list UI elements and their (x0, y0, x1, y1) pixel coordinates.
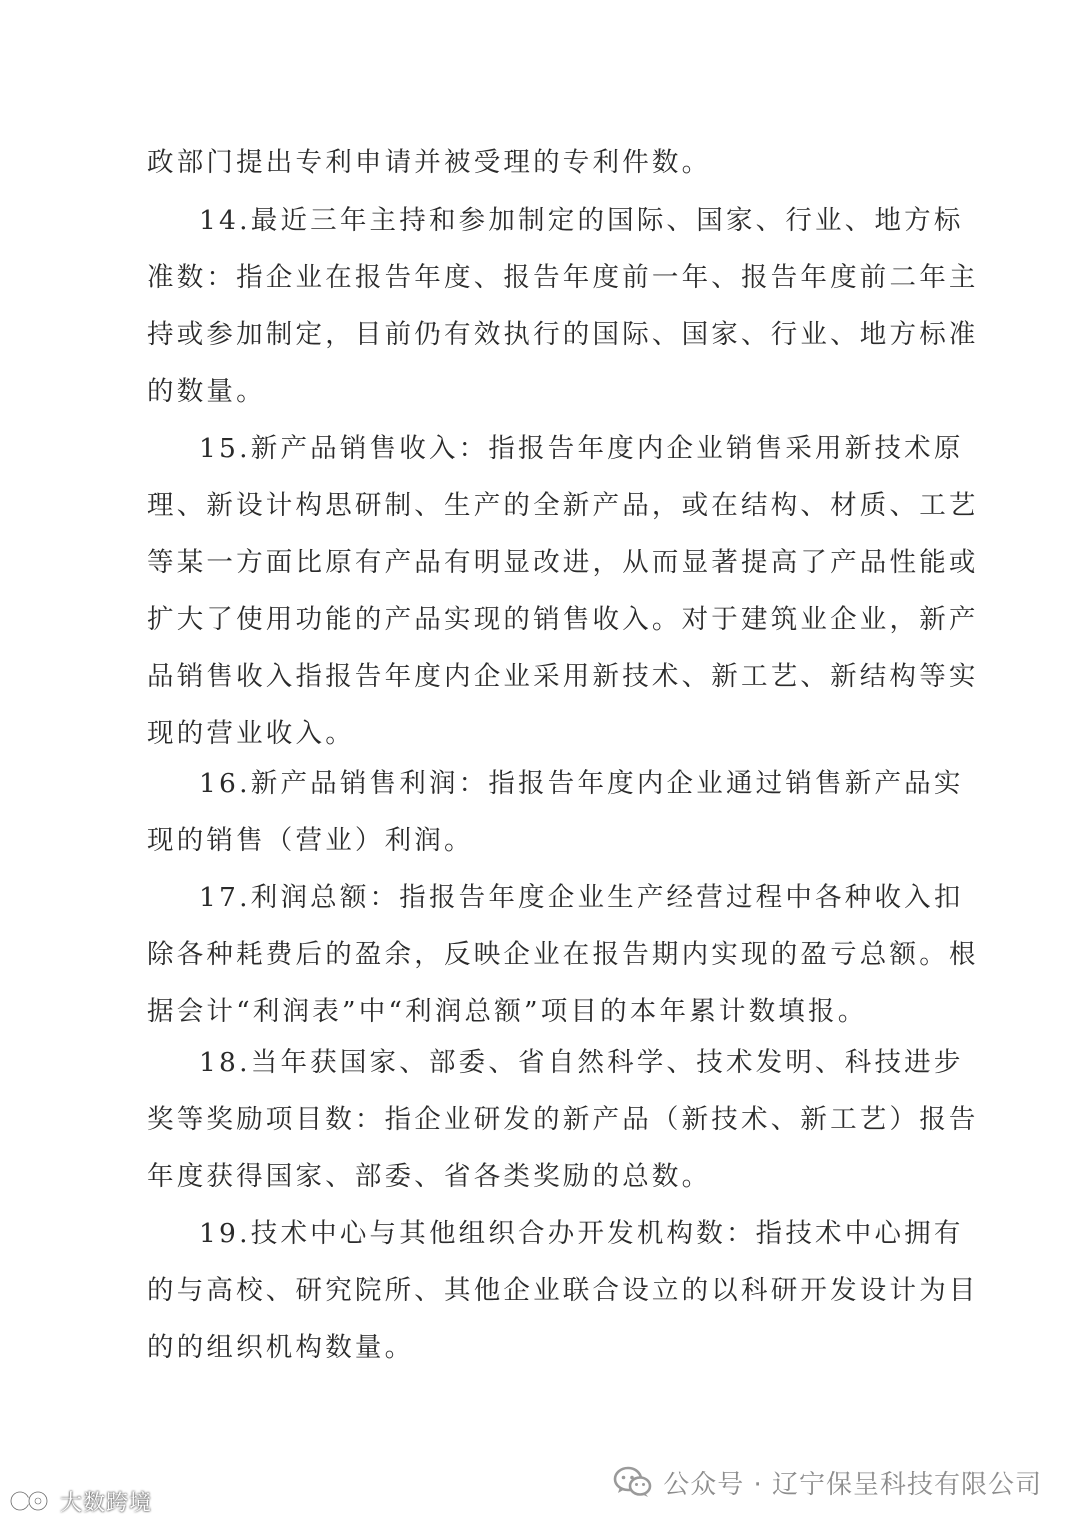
wechat-icon (613, 1466, 653, 1498)
corner-logo-icon (8, 1488, 54, 1514)
text-line: 15.新产品销售收入：指报告年度内企业销售采用新技术原 (199, 433, 964, 464)
text-line: 等某一方面比原有产品有明显改进，从而显著提高了产品性能或 (147, 547, 979, 578)
text-line: 现的销售（营业）利润。 (147, 825, 474, 856)
text-line: 18.当年获国家、部委、省自然科学、技术发明、科技进步 (199, 1047, 964, 1078)
text-line: 扩大了使用功能的产品实现的销售收入。对于建筑业企业，新产 (147, 604, 979, 635)
text-line: 17.利润总额：指报告年度企业生产经营过程中各种收入扣 (199, 882, 964, 913)
text-line: 准数：指企业在报告年度、报告年度前一年、报告年度前二年主 (147, 262, 979, 293)
text-line: 据会计“利润表”中“利润总额”项目的本年累计数填报。 (147, 996, 868, 1027)
text-line: 的的组织机构数量。 (147, 1332, 415, 1363)
text-line: 的数量。 (147, 376, 266, 407)
text-line: 的与高校、研究院所、其他企业联合设立的以科研开发设计为目 (147, 1275, 979, 1306)
text-line: 除各种耗费后的盈余，反映企业在报告期内实现的盈亏总额。根 (147, 939, 979, 970)
corner-logo (8, 1486, 152, 1516)
corner-logo-text: 大数跨境 (60, 1490, 153, 1516)
watermark-text: 公众号 · 辽宁保呈科技有限公司 (663, 1469, 1042, 1500)
text-line: 14.最近三年主持和参加制定的国际、国家、行业、地方标 (199, 205, 964, 236)
text-line: 19.技术中心与其他组织合办开发机构数：指技术中心拥有 (199, 1218, 964, 1249)
text-line: 政部门提出专利申请并被受理的专利件数。 (147, 147, 712, 178)
text-line: 16.新产品销售利润：指报告年度内企业通过销售新产品实 (199, 768, 964, 799)
text-line: 现的营业收入。 (147, 718, 355, 749)
text-line: 奖等奖励项目数：指企业研发的新产品（新技术、新工艺）报告 (147, 1104, 979, 1135)
text-line: 年度获得国家、部委、省各类奖励的总数。 (147, 1161, 712, 1192)
text-line: 持或参加制定，目前仍有效执行的国际、国家、行业、地方标准 (147, 319, 979, 350)
text-line: 理、新设计构思研制、生产的全新产品，或在结构、材质、工艺 (147, 490, 979, 521)
text-line: 品销售收入指报告年度内企业采用新技术、新工艺、新结构等实 (147, 661, 979, 692)
wechat-watermark (613, 1462, 1042, 1502)
